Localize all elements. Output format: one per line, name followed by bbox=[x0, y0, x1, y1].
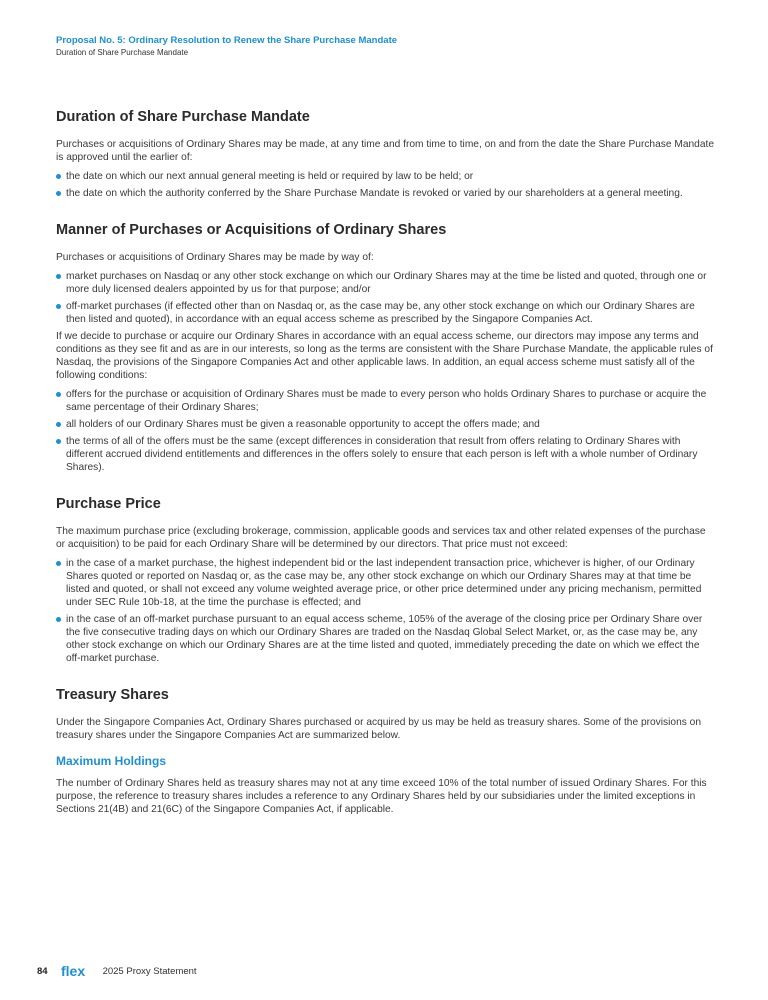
bullet-dot-icon bbox=[56, 191, 61, 196]
flex-logo-icon bbox=[61, 964, 91, 978]
manner-paragraph: If we decide to purchase or acquire our Ordinary Shares in accordance with an equal access scheme, our directors may impose any terms and conditions as they see fit and as are in our interests, so long as the terms are consistent with the Share Purchase Mandate, the applicable rules of Nasdaq, the provisions of the Singapore Companies Act and other applicable laws. In addition, an equal access scheme must satisfy all of the following conditions: bbox=[56, 331, 713, 381]
bullet-dot-icon bbox=[56, 392, 61, 397]
list-item-text: the date on which our next annual general meeting is held or required by law to be held; or bbox=[66, 171, 474, 182]
list-item-text: in the case of an off-market purchase pursuant to an equal access scheme, 105% of the average of the closing price per Ordinary Share over the five consecutive trading days on which our Ordinary Shares are traded on the Nasdaq Global Select Market, or, as the case may be, any other stock exchange on which our Ordinary Shares are at the time listed and quoted, immediately preceding the date on which we effect the off-market purchase. bbox=[66, 614, 703, 664]
treasury-intro: Under the Singapore Companies Act, Ordinary Shares purchased or acquired by us may be held as treasury shares. Some of the provisions on treasury shares under the Singapore Companies Act are summarized below. bbox=[56, 717, 701, 741]
list-item bbox=[56, 170, 716, 183]
bullet-dot-icon bbox=[56, 304, 61, 309]
list-item bbox=[56, 300, 716, 326]
bullet-dot-icon bbox=[56, 174, 61, 179]
list-item-text: market purchases on Nasdaq or any other stock exchange on which our Ordinary Shares may at the time be listed and quoted, through one or more duly licensed dealers appointed by us for that purpose; and/or bbox=[66, 271, 707, 295]
running-header bbox=[56, 35, 397, 58]
section-heading-duration: Duration of Share Purchase Mandate bbox=[56, 109, 310, 125]
list-item bbox=[56, 613, 716, 665]
section-heading-purchase-price: Purchase Price bbox=[56, 496, 161, 512]
bullet-dot-icon bbox=[56, 422, 61, 427]
header-title: Proposal No. 5: Ordinary Resolution to Renew the Share Purchase Mandate bbox=[56, 35, 398, 46]
manner-conditions-list bbox=[56, 388, 716, 474]
maximum-holdings-paragraph: The number of Ordinary Shares held as treasury shares may not at any time exceed 10% of the total number of issued Ordinary Shares. For this purpose, the reference to treasury shares includes a reference to any Ordinary Shares held by our subsidiaries under the limited exceptions in Sections 21(4B) and 21(6C) of the Singapore Companies Act, if applicable. bbox=[56, 778, 707, 815]
manner-bullet-list bbox=[56, 270, 716, 326]
page-number: 84 bbox=[37, 965, 48, 977]
document-name: 2025 Proxy Statement bbox=[102, 965, 197, 977]
price-bullet-list bbox=[56, 557, 716, 665]
bullet-dot-icon bbox=[56, 439, 61, 444]
list-item-text: in the case of a market purchase, the highest independent bid or the last independent transaction price, whichever is higher, of our Ordinary Shares quoted or reported on Nasdaq or, as the case may be, any other stock exchange on which our Ordinary Shares may at that time be listed and quoted, or shall not exceed any volume weighted average price, or other price determined under any pricing mechanism, permitted under SEC Rule 10b-18, at the time the purchase is effected; and bbox=[66, 558, 702, 608]
price-intro: The maximum purchase price (excluding brokerage, commission, applicable goods and services tax and other related expenses of the purchase or acquisition) to be paid for each Ordinary Share will be determined by our directors. That price must not exceed: bbox=[56, 526, 706, 550]
main-content bbox=[56, 108, 716, 822]
section-heading-manner: Manner of Purchases or Acquisitions of Ordinary Shares bbox=[56, 222, 447, 238]
list-item bbox=[56, 435, 716, 474]
list-item-text: all holders of our Ordinary Shares must be given a reasonable opportunity to accept the offers made; and bbox=[66, 419, 540, 430]
duration-intro: Purchases or acquisitions of Ordinary Shares may be made, at any time and from time to time, on and from the date the Share Purchase Mandate is approved until the earlier of: bbox=[56, 139, 714, 163]
list-item-text: offers for the purchase or acquisition of Ordinary Shares must be made to every person who holds Ordinary Shares to purchase or acquire the same percentage of their Ordinary Shares; bbox=[66, 389, 707, 413]
list-item bbox=[56, 418, 716, 431]
manner-intro: Purchases or acquisitions of Ordinary Shares may be made by way of: bbox=[56, 252, 374, 263]
page-footer bbox=[37, 963, 197, 979]
list-item-text: off-market purchases (if effected other than on Nasdaq or, as the case may be, any other stock exchange on which our Ordinary Shares are then listed and quoted), in accordance with an equal access scheme as prescribed by the Singapore Companies Act. bbox=[66, 301, 695, 325]
list-item bbox=[56, 187, 716, 200]
list-item-text: the terms of all of the offers must be the same (except differences in consideration that result from offers relating to Ordinary Shares with different accrued dividend entitlements and differences in the offers solely to ensure that each person is left with a whole number of Ordinary Shares). bbox=[66, 436, 698, 473]
list-item-text: the date on which the authority conferred by the Share Purchase Mandate is revoked or varied by our shareholders at a general meeting. bbox=[66, 188, 683, 199]
bullet-dot-icon bbox=[56, 274, 61, 279]
subheading-maximum-holdings: Maximum Holdings bbox=[56, 754, 167, 768]
list-item bbox=[56, 388, 716, 414]
section-heading-treasury-shares: Treasury Shares bbox=[56, 687, 169, 703]
flex-logo-text: flex bbox=[60, 964, 85, 978]
list-item bbox=[56, 557, 716, 609]
duration-bullet-list bbox=[56, 170, 716, 200]
list-item bbox=[56, 270, 716, 296]
bullet-dot-icon bbox=[56, 617, 61, 622]
header-subtitle: Duration of Share Purchase Mandate bbox=[56, 48, 189, 57]
bullet-dot-icon bbox=[56, 561, 61, 566]
